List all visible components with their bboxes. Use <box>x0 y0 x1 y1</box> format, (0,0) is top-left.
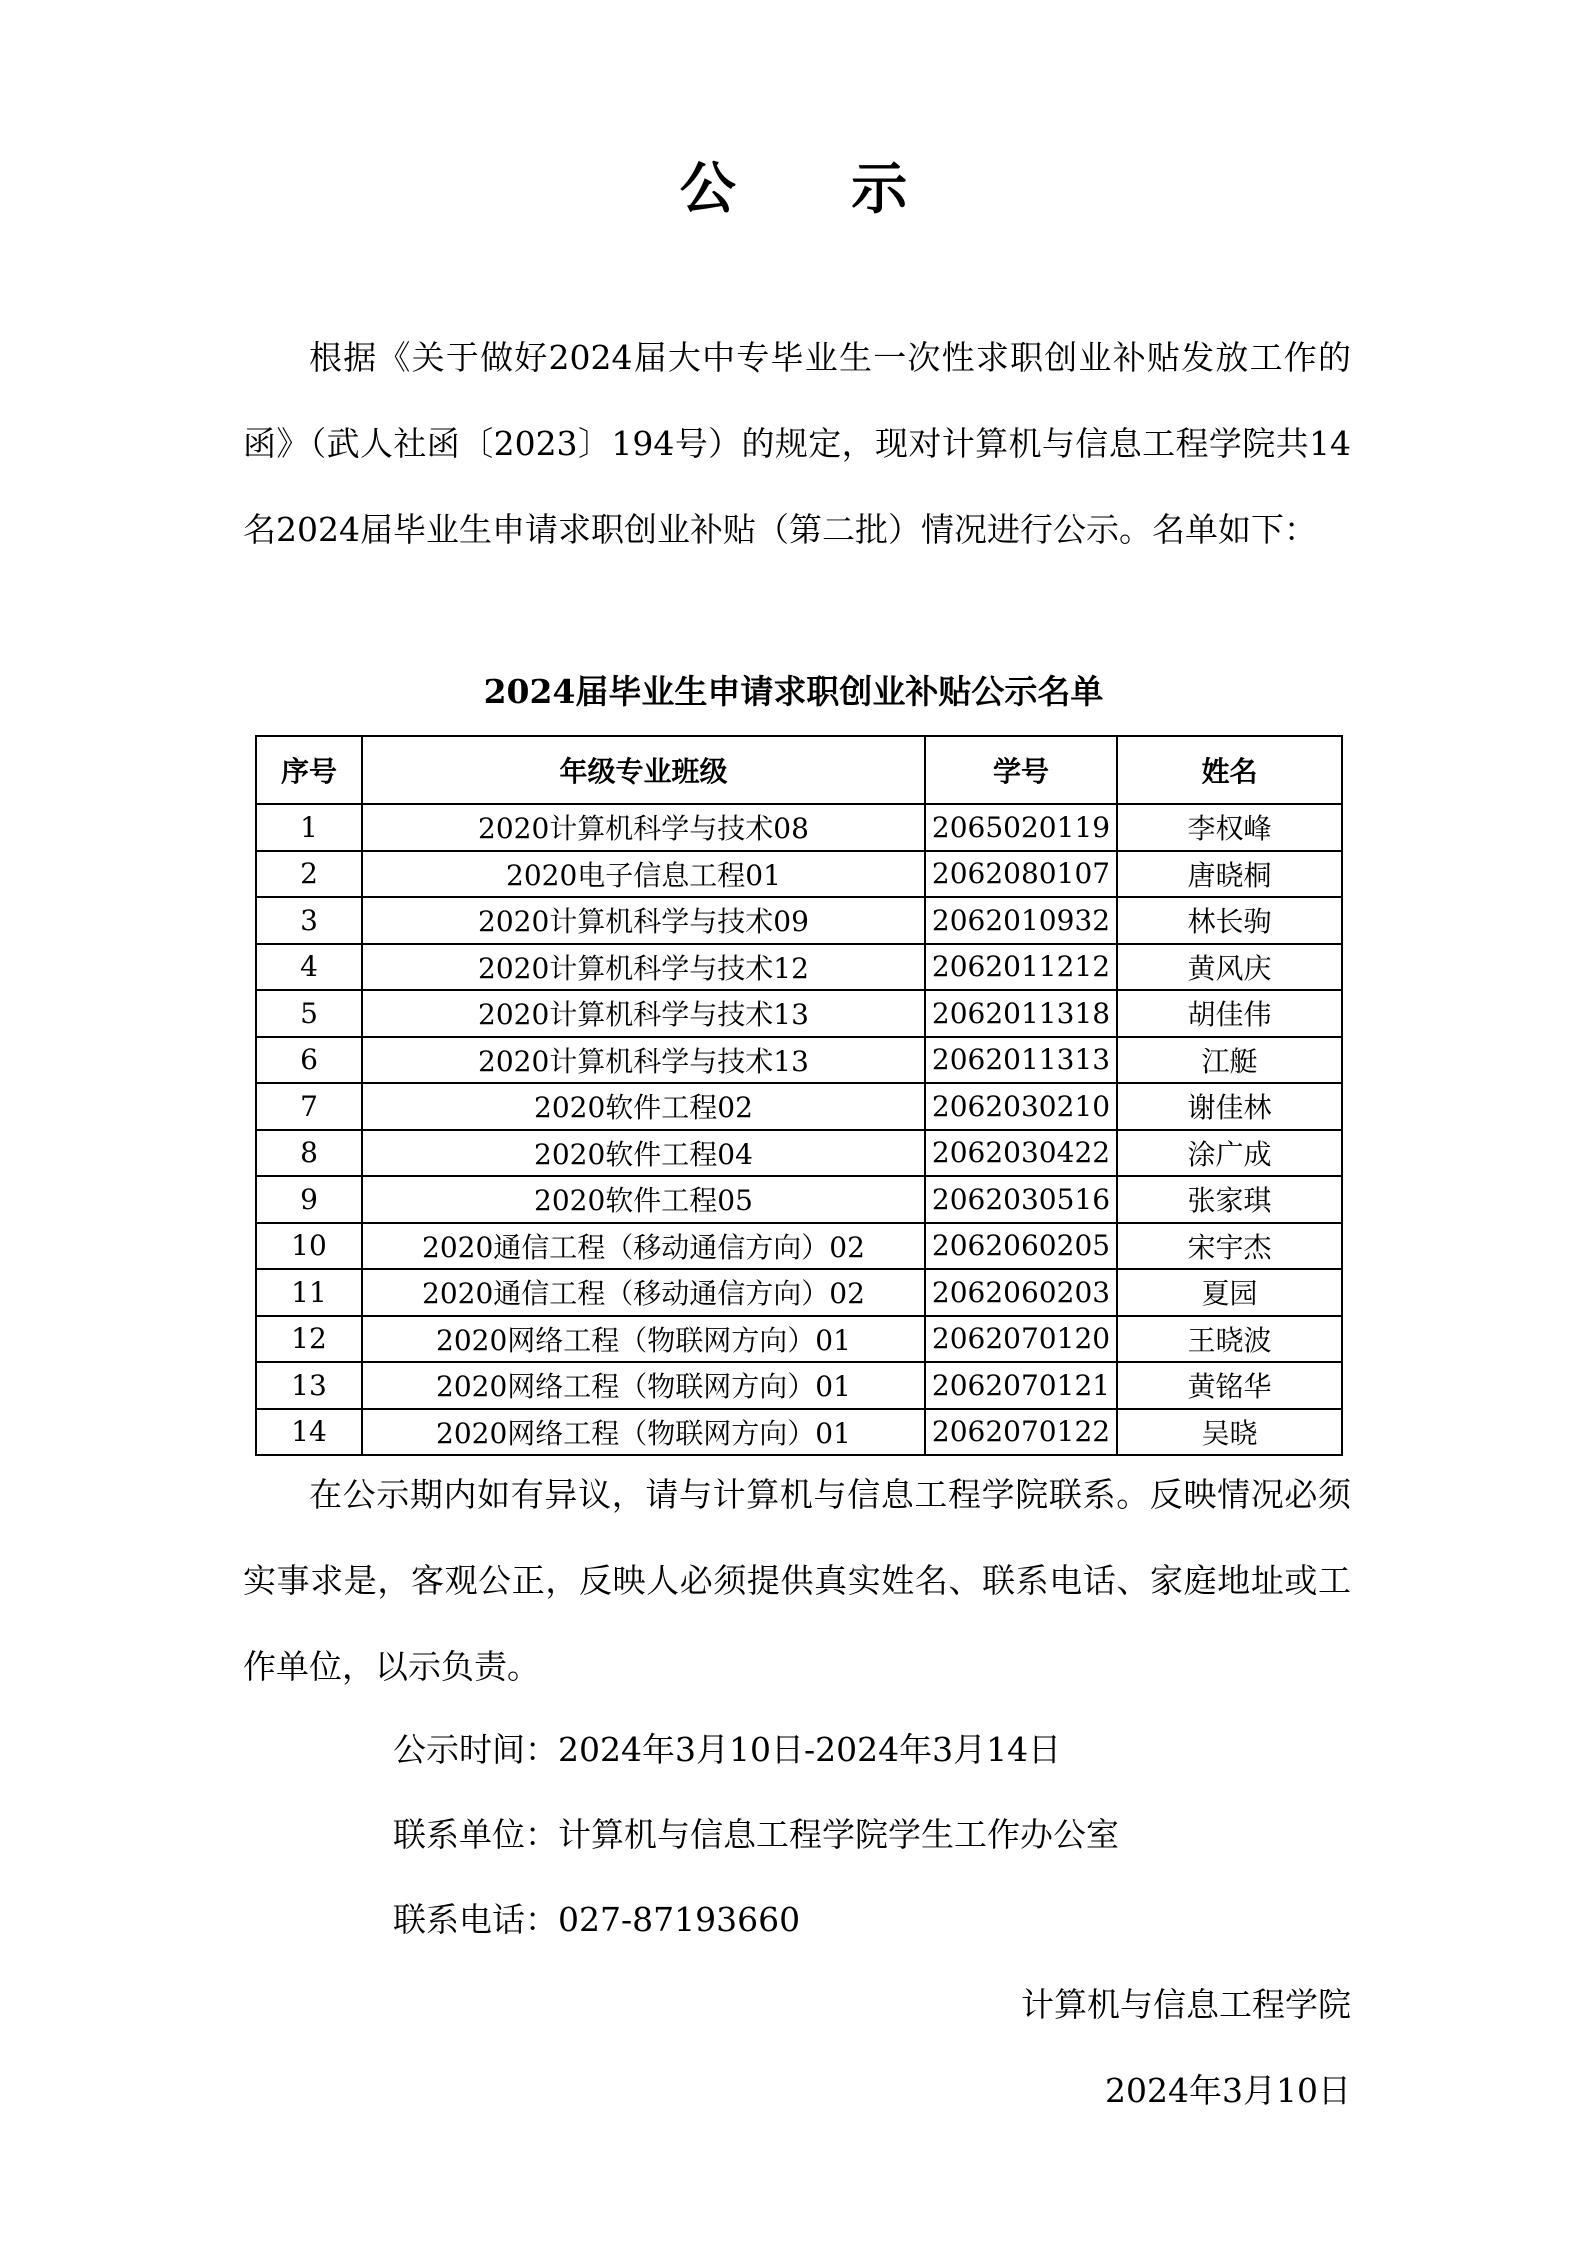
cell-class: 2020软件工程02 <box>362 1083 925 1130</box>
notice-paragraph: 在公示期内如有异议，请与计算机与信息工程学院联系。反映情况必须实事求是，客观公正，反映人必须提供真实姓名、联系电话、家庭地址或工作单位，以示负责。 <box>243 1475 1351 1686</box>
table-row <box>256 1316 1342 1363</box>
page-title: 公 示 <box>679 157 956 222</box>
cell-student-id: 2062011313 <box>925 1037 1117 1084</box>
cell-class: 2020计算机科学与技术13 <box>362 1037 925 1084</box>
cell-name: 胡佳伟 <box>1117 990 1342 1037</box>
cell-student-id: 2062010932 <box>925 897 1117 944</box>
cell-index: 1 <box>256 804 362 851</box>
cell-name: 谢佳林 <box>1117 1083 1342 1130</box>
cell-index: 5 <box>256 990 362 1037</box>
cell-index: 14 <box>256 1409 362 1456</box>
cell-student-id: 2062011318 <box>925 990 1117 1037</box>
cell-student-id: 2062070121 <box>925 1362 1117 1409</box>
cell-class: 2020通信工程（移动通信方向）02 <box>362 1223 925 1270</box>
table-row <box>256 851 1342 898</box>
cell-student-id: 2062030516 <box>925 1176 1117 1223</box>
table-title: 2024届毕业生申请求职创业补贴公示名单 <box>483 672 1104 711</box>
cell-class: 2020通信工程（移动通信方向）02 <box>362 1269 925 1316</box>
table-row <box>256 804 1342 851</box>
table-header-row <box>256 736 1342 804</box>
cell-name: 夏园 <box>1117 1269 1342 1316</box>
cell-index: 10 <box>256 1223 362 1270</box>
cell-index: 2 <box>256 851 362 898</box>
table-row <box>256 897 1342 944</box>
cell-name: 江艇 <box>1117 1037 1342 1084</box>
cell-index: 9 <box>256 1176 362 1223</box>
header-student-id: 学号 <box>925 736 1117 804</box>
cell-class: 2020计算机科学与技术13 <box>362 990 925 1037</box>
table-row <box>256 990 1342 1037</box>
table-row <box>256 1037 1342 1084</box>
cell-name: 张家琪 <box>1117 1176 1342 1223</box>
header-index: 序号 <box>256 736 362 804</box>
cell-name: 王晓波 <box>1117 1316 1342 1363</box>
cell-class: 2020网络工程（物联网方向）01 <box>362 1409 925 1456</box>
cell-class: 2020计算机科学与技术12 <box>362 944 925 991</box>
cell-index: 13 <box>256 1362 362 1409</box>
cell-name: 唐晓桐 <box>1117 851 1342 898</box>
cell-student-id: 2062060203 <box>925 1269 1117 1316</box>
table-row <box>256 1269 1342 1316</box>
cell-index: 11 <box>256 1269 362 1316</box>
cell-name: 林长驹 <box>1117 897 1342 944</box>
cell-name: 吴晓 <box>1117 1409 1342 1456</box>
signature-org: 计算机与信息工程学院 <box>1021 1985 1351 2024</box>
table-row <box>256 1223 1342 1270</box>
table-body <box>256 804 1342 1455</box>
table-row <box>256 944 1342 991</box>
cell-student-id: 2062030422 <box>925 1130 1117 1177</box>
cell-student-id: 2062080107 <box>925 851 1117 898</box>
cell-student-id: 2062060205 <box>925 1223 1117 1270</box>
intro-paragraph: 根据《关于做好2024届大中专毕业生一次性求职创业补贴发放工作的函》（武人社函〔2023〕194号）的规定，现对计算机与信息工程学院共14名2024届毕业生申请求职创业补贴（第二批）情况进行公示。名单如下： <box>243 338 1351 549</box>
cell-student-id: 2062070120 <box>925 1316 1117 1363</box>
header-class: 年级专业班级 <box>362 736 925 804</box>
cell-index: 8 <box>256 1130 362 1177</box>
table-row <box>256 1176 1342 1223</box>
contact-unit: 联系单位：计算机与信息工程学院学生工作办公室 <box>393 1815 1119 1854</box>
cell-name: 李权峰 <box>1117 804 1342 851</box>
table-row <box>256 1130 1342 1177</box>
cell-name: 黄铭华 <box>1117 1362 1342 1409</box>
cell-index: 12 <box>256 1316 362 1363</box>
applicant-table <box>255 735 1343 1456</box>
cell-class: 2020软件工程05 <box>362 1176 925 1223</box>
cell-name: 宋宇杰 <box>1117 1223 1342 1270</box>
table-row <box>256 1083 1342 1130</box>
cell-class: 2020计算机科学与技术08 <box>362 804 925 851</box>
header-name: 姓名 <box>1117 736 1342 804</box>
cell-name: 黄风庆 <box>1117 944 1342 991</box>
cell-student-id: 2065020119 <box>925 804 1117 851</box>
cell-class: 2020软件工程04 <box>362 1130 925 1177</box>
signature-date: 2024年3月10日 <box>1105 2071 1351 2110</box>
table-row <box>256 1409 1342 1456</box>
cell-student-id: 2062011212 <box>925 944 1117 991</box>
table-row <box>256 1362 1342 1409</box>
cell-class: 2020网络工程（物联网方向）01 <box>362 1362 925 1409</box>
publicity-period: 公示时间：2024年3月10日-2024年3月14日 <box>393 1730 1062 1769</box>
cell-class: 2020计算机科学与技术09 <box>362 897 925 944</box>
cell-index: 3 <box>256 897 362 944</box>
cell-student-id: 2062030210 <box>925 1083 1117 1130</box>
cell-student-id: 2062070122 <box>925 1409 1117 1456</box>
cell-class: 2020网络工程（物联网方向）01 <box>362 1316 925 1363</box>
contact-phone: 联系电话：027-87193660 <box>393 1900 801 1939</box>
cell-index: 7 <box>256 1083 362 1130</box>
cell-class: 2020电子信息工程01 <box>362 851 925 898</box>
cell-name: 涂广成 <box>1117 1130 1342 1177</box>
cell-index: 4 <box>256 944 362 991</box>
cell-index: 6 <box>256 1037 362 1084</box>
